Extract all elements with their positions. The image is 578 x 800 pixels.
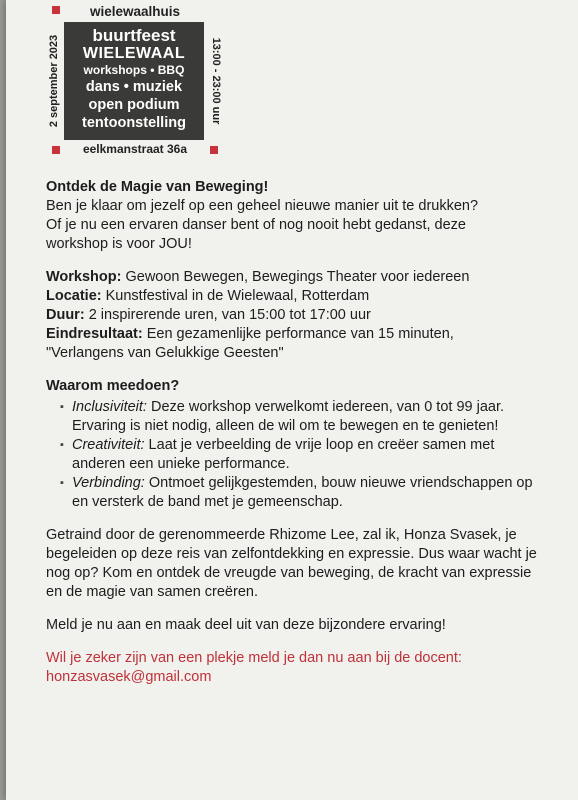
detail-value: Kunstfestival in de Wielewaal, Rotterdam (101, 288, 370, 304)
logo-venue: wielewaalhuis (89, 4, 181, 19)
list-term: Creativiteit: (72, 437, 145, 453)
list-term: Verbinding: (72, 475, 145, 491)
detail-workshop (46, 268, 546, 287)
event-logo (50, 0, 220, 160)
list-text: Laat je verbeelding de vrije loop en creëer samen met anderen een unieke performance. (72, 437, 495, 472)
detail-label: Eindresultaat: (46, 326, 143, 342)
detail-label: Workshop: (46, 269, 122, 285)
detail-locatie (46, 287, 546, 306)
logo-date: 2 september 2023 (48, 34, 60, 128)
logo-red-square (210, 146, 218, 154)
detail-duur (46, 306, 546, 325)
logo-red-square (52, 6, 60, 14)
list-item (72, 474, 546, 512)
logo-line: open podium (88, 97, 180, 113)
detail-label: Locatie: (46, 288, 102, 304)
detail-value: Gewoon Bewegen, Bewegings Theater voor iedereen (121, 269, 470, 285)
list-text: Ontmoet gelijkgestemden, bouw nieuwe vriendschappen op en versterk de band met je gemeenschap. (72, 475, 533, 510)
detail-label: Duur: (46, 307, 85, 323)
logo-line: dans • muziek (85, 79, 183, 95)
why-list (46, 398, 546, 512)
flyer-sheet (6, 0, 578, 800)
detail-value: Een gezamenlijke performance van 15 minuten, (142, 326, 454, 342)
list-text: Deze workshop verwelkomt iedereen, van 0 tot 99 jaar. Ervaring is niet nodig, alleen de wil om te bewegen en te genieten! (72, 399, 505, 434)
detail-value-cont: "Verlangens van Gelukkige Geesten" (46, 345, 284, 361)
email-address[interactable]: honzasvasek@gmail.com (46, 669, 212, 685)
flyer-body (46, 178, 546, 687)
logo-line: buurtfeest (92, 26, 176, 45)
intro-heading: Ontdek de Magie van Beweging! (46, 179, 269, 195)
logo-time: 13:00 - 23:00 uur (210, 37, 222, 125)
list-item (72, 398, 546, 436)
logo-line: WIELEWAAL (82, 45, 186, 62)
closing-paragraph: Getraind door de gerenommeerde Rhizome Lee, zal ik, Honza Svasek, je begeleiden op deze reis van zelfontdekking en expressie. Dus waar wacht je nog op? Kom en ontdek de vreugde van beweging, de kracht van expressie en de magie van samen creëren. (46, 527, 537, 600)
logo-line: tentoonstelling (82, 115, 186, 131)
logo-line: workshops • BBQ (83, 63, 185, 77)
logo-red-square (52, 146, 60, 154)
detail-value: 2 inspirerende uren, van 15:00 tot 17:00 uur (84, 307, 371, 323)
intro-line: workshop is voor JOU! (46, 236, 192, 252)
list-item (72, 436, 546, 474)
why-heading: Waarom meedoen? (46, 378, 180, 394)
detail-eindresultaat (46, 325, 546, 344)
intro-line: Of je nu een ervaren danser bent of nog nooit hebt gedanst, deze (46, 217, 466, 233)
logo-address: eelkmanstraat 36a (82, 142, 188, 156)
signup-line: Wil je zeker zijn van een plekje meld je dan nu aan bij de docent: (46, 650, 462, 666)
logo-block (64, 22, 204, 140)
intro-line: Ben je klaar om jezelf op een geheel nieuwe manier uit te drukken? (46, 198, 479, 214)
list-term: Inclusiviteit: (72, 399, 147, 415)
join-line: Meld je nu aan en maak deel uit van deze bijzondere ervaring! (46, 617, 446, 633)
